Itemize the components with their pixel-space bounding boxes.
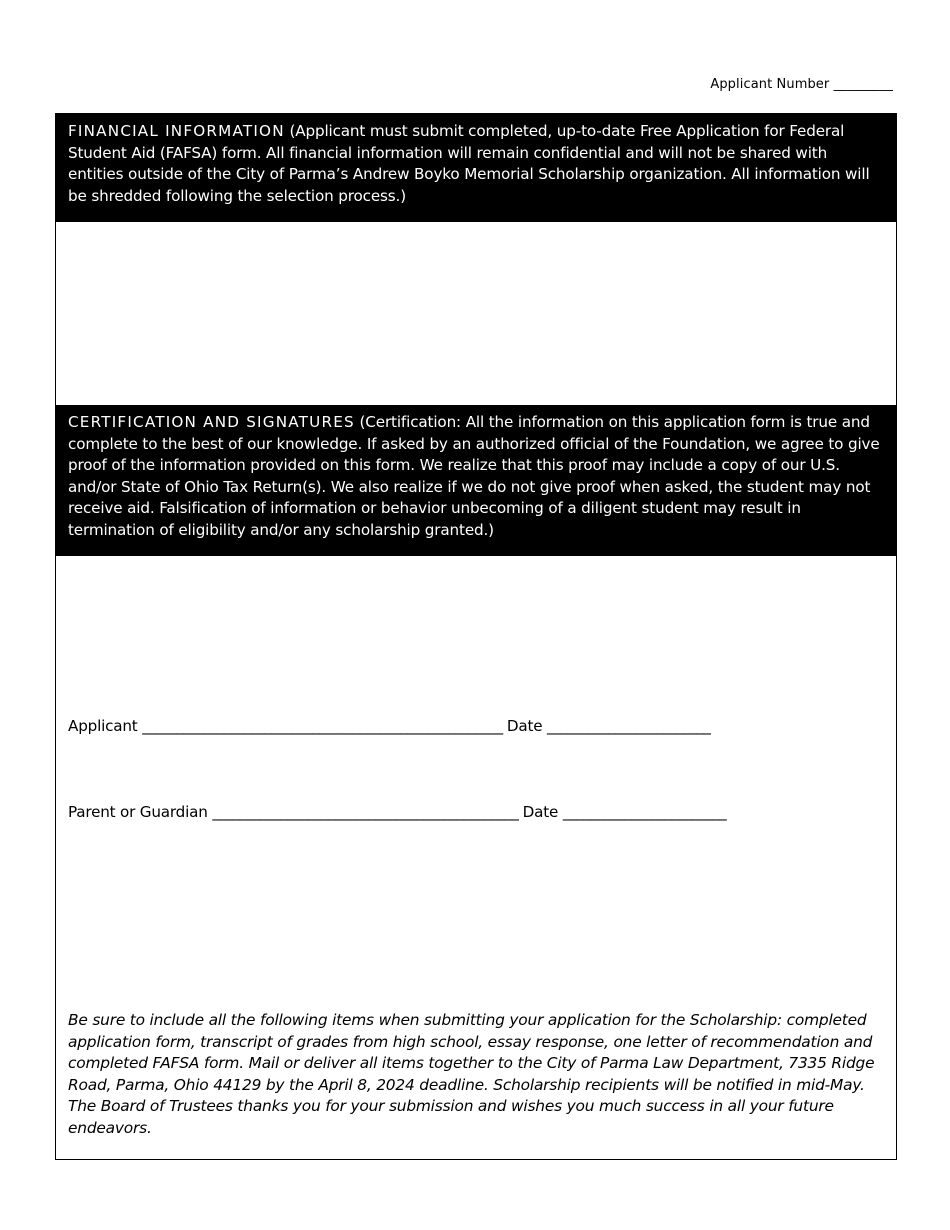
applicant-signature-label: Applicant — [68, 717, 143, 735]
parent-date-label: Date — [518, 803, 563, 821]
financial-information-text: (Applicant must submit completed, up-to-date Free Application for Federal Student Aid (FAFSA) form. All financial information will remain confidential and will not be shared with entities outside of the City of Parma’s Andrew Boyko Memorial Scholarship organization. All information will be shredded following the selection process.) — [68, 122, 870, 205]
financial-information-heading: FINANCIAL INFORMATION — [68, 122, 285, 140]
applicant-date-line: ________________________ — [547, 717, 711, 735]
applicant-signature-row — [68, 717, 710, 735]
financial-information-header — [56, 114, 896, 222]
certification-header — [56, 405, 896, 556]
application-form — [55, 113, 897, 1160]
parent-signature-label: Parent or Guardian — [68, 803, 213, 821]
applicant-date-label: Date — [502, 717, 548, 735]
parent-signature-line: _____________________________________________ — [212, 803, 519, 821]
certification-heading: CERTIFICATION AND SIGNATURES — [68, 413, 355, 431]
parent-signature-row — [68, 803, 726, 821]
applicant-signature-line: _____________________________________________________ — [142, 717, 503, 735]
certification-text: (Certification: All the information on this application form is true and complete to the best of our knowledge. If asked by an authorized official of the Foundation, we agree to give proof of the information provided on this form. We realize that this proof may include a copy of our U.S. and/or State of Ohio Tax Return(s). We also realize if we do not give proof when asked, the student may not receive aid. Falsification of information or behavior unbecoming of a diligent student may result in termination of eligibility and/or any scholarship granted.) — [68, 413, 880, 539]
submission-instructions: Be sure to include all the following items when submitting your application for the Scholarship: completed application form, transcript of grades from high school, essay response, one letter of recommendation and completed FAFSA form. Mail or deliver all items together to the City of Parma Law Department, 7335 Ridge Road, Parma, Ohio 44129 by the April 8, 2024 deadline. Scholarship recipients will be notified in mid-May. The Board of Trustees thanks you for your submission and wishes you much success in all your future endeavors. — [68, 1011, 875, 1137]
parent-date-line: ________________________ — [562, 803, 726, 821]
applicant-number-field: Applicant Number _________ — [710, 77, 893, 92]
